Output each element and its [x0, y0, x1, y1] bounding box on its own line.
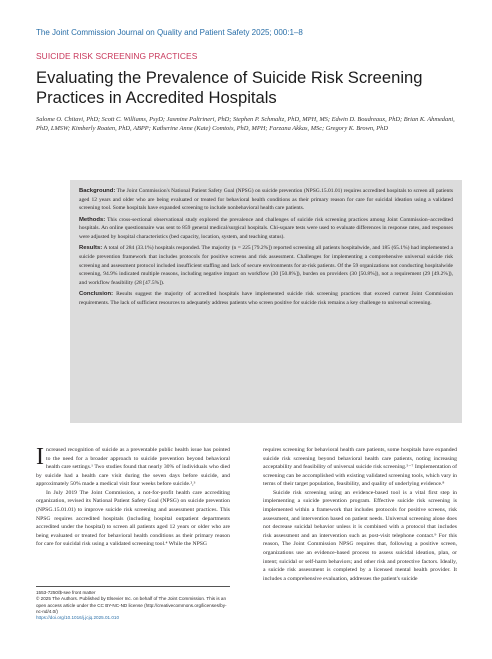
body-paragraph: Suicide risk screening using an evidence-based tool is a vital first step in implementing a suicide prevention program. Effective suicide risk screening is implemented within a framework that includes protocols for positive screens, risk assessment, and intervention based on patient needs. Universal screening alone does not decrease suicidal behavior unless it is combined with a protocol that includes risk assessment and an intervention such as post-visit telephone contact.⁹ For this reason, The Joint Commission NPSG requires that, following a positive screen, organizations use an evidence-based process to assess suicidal ideation, plan, or intent; suicidal or self-harm behaviors; and other risk and protective factors. Ideally, a suicide risk assessment is completed by a licensed mental health provider. It includes a comprehensive evaluation, addresses the patient's suicide — [263, 489, 457, 582]
abstract-results — [79, 244, 453, 288]
abstract-conclusion-heading: Conclusion: — [79, 291, 114, 298]
abstract-methods-heading: Methods: — [79, 216, 106, 223]
abstract-methods — [79, 216, 453, 242]
abstract-results-text: A total of 284 (33.1%) hospitals responded. The majority (n = 225 [79.2%]) reported screening all patients hospitalwide, and 185 (65.1%) had implemented a suicide prevention framework that includes protocols for positive screens and risk assessment. Challenges for implementing a comprehensive universal suicide risk screening and assessment protocol included insufficient staffing and lack of secure environments for at-risk patients. Of the 59 organizations not conducting hospitalwide screening, 94.9% indicated multiple reasons, including negative impact on workflow (30 [50.8%]), burden on providers (30 [50.8%]), not a requirement (29 [49.2%]), and workflow feasibility (28 [47.5%]). — [79, 245, 453, 287]
copyright-notice: © 2025 The Authors. Published by Elsevier Inc. on behalf of The Joint Commission. This is an open access article under the CC BY-NC-ND license (http://creativecommons.org/licenses/by-nc-nd/4.0/) — [36, 596, 227, 614]
body-paragraph: requires screening for behavioral health care patients, some hospitals have expanded suicide risk screening beyond behavioral health care patients, noting increasing acceptability and feasibility of universal suicide risk screening.⁵⁻⁷ Implementation of screening can be accomplished with existing validated screening tools, which vary in terms of their target population, feasibility, and quality of underlying evidence.⁸ — [263, 447, 457, 488]
abstract-conclusion — [79, 290, 453, 307]
abstract-methods-text: This cross-sectional observational study explored the prevalence and challenges of suicide risk screening practices among Joint Commission–accredited hospitals. An online questionnaire was sent to 859 general medical/surgical hospitals. Chi-square tests were used to evaluate differences in response rates, and responses were adjusted by hospital characteristics (bed capacity, location, system, and teaching status). — [79, 216, 453, 241]
doi-link[interactable]: https://doi.org/10.1016/j.jcjq.2025.01.010 — [36, 615, 120, 621]
abstract-background-text: The Joint Commission's National Patient Safety Goal (NPSG) on suicide prevention (NPSG.15.01.01) requires accredited hospitals to screen all patients aged 12 years and older who are being evaluated or treated for behavioral health conditions as their primary reason for care for suicidal ideation using a validated screening tool. Some hospitals have expanded screening to include nonbehavioral health care patients. — [79, 188, 453, 212]
article-title: Evaluating the Prevalence of Suicide Risk Screening Practices in Accredited Hospitals — [36, 68, 423, 107]
abstract-conclusion-text: Results suggest the majority of accredited hospitals have implemented suicide risk screening practices that exceed current Joint Commission requirements. The lack of sufficient resources to adequately address patients who screen positive for suicide risk remains a key challenge to universal screening. — [79, 291, 454, 306]
abstract-background — [79, 187, 453, 213]
body-paragraph-text: ncreased recognition of suicide as a preventable public health issue has pointed to the need for a broader approach to suicide prevention beyond behavioral health care settings.¹ Two studies found that nearly 30% of individuals who died by suicide had a health care visit during the seven days before suicide, and approximately 50% made a medical visit four weeks before suicide.²,³ — [36, 447, 230, 488]
author-list: Salome O. Chitavi, PhD; Scott C. Williams, PsyD; Jasmine Paltrineri, PhD; Stephen P. Schmaltz, PhD, MPH, MS; Edwin D. Boudreaux, PhD; Brian K. Ahmedani, PhD, LMSW; Kimberly Roaten, PhD, ABPP; Katherine Anne (Kate) Comtois, PhD, MPH; Farzana Akkas, MSc; Gregory K. Brown, PhD — [36, 116, 455, 133]
body-paragraph — [36, 446, 230, 489]
abstract-box — [70, 180, 462, 423]
footnote — [36, 586, 230, 621]
abstract-results-heading: Results: — [79, 245, 103, 252]
abstract-background-heading: Background: — [79, 188, 116, 194]
journal-header: The Joint Commission Journal on Quality and Patient Safety 2025; 000:1–8 — [36, 28, 303, 37]
body-column-left — [36, 446, 230, 549]
drop-cap: I — [36, 444, 44, 470]
body-paragraph: In July 2019 The Joint Commission, a not-for-profit health care accrediting organization, revised its National Patient Safety Goal (NPSG) on suicide prevention (NPSG.15.01.01) to improve suicide risk screening and assessment practices. This NPSG requires accredited hospitals (including hospital outpatient departments accredited under the hospital) to screen all patients aged 12 years or older who are being evaluated or treated for behavioral health conditions as their primary reason for care for suicidal risk using a validated screening tool.⁴ While the NPSG — [36, 489, 230, 548]
section-label: SUICIDE RISK SCREENING PRACTICES — [36, 51, 198, 61]
body-column-right — [263, 446, 457, 583]
issn-line: 1553-7250/$-see front matter — [36, 590, 96, 595]
